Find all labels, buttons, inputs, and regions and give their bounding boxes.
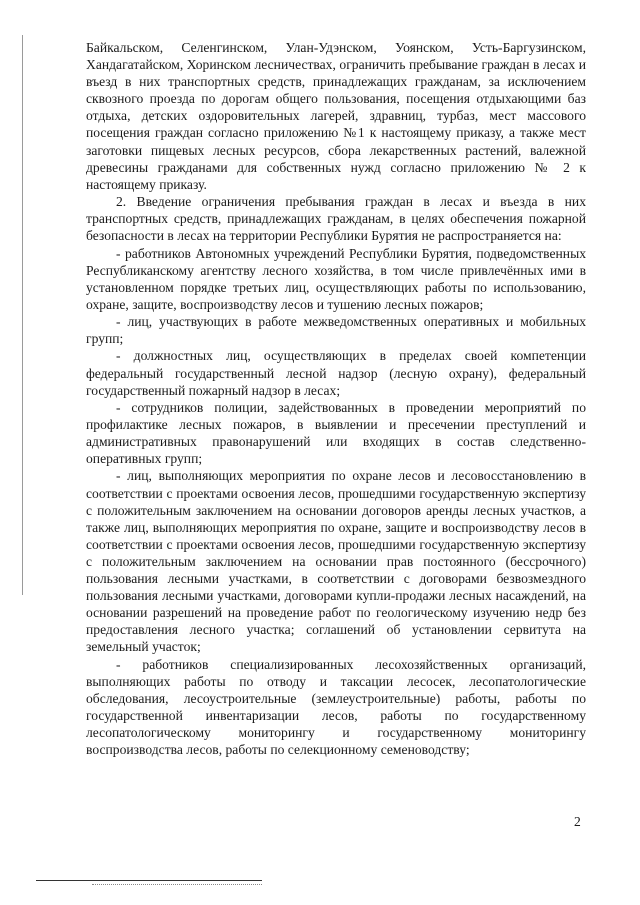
list-item-specialized-organizations: - работников специализированных лесохозяйственных организаций, выполняющих работы по отводу и таксации лесосек, лесопатологические обследования, лесоустроительные (землеустроительные) работы, работы по государственной инвентаризации лесов, работы по государственному лесопатологическому мониторингу и государственному мониторингу воспроизводства лесов, работы по селекционному семеноводству;	[86, 656, 586, 758]
list-item-forest-protection-persons: - лиц, выполняющих мероприятия по охране лесов и лесовосстановлению в соответствии с проектами освоения лесов, прошедшими государственную экспертизу с положительным заключением на основании договоров аренды лесных участков, а также лиц, выполняющих мероприятия по охране, защите и воспроизводству лесов в соответствии с проектами освоения лесов, прошедшими государственную экспертизу с положительным заключением на основании прав постоянного (бессрочного) пользования лесными участками, в соответствии с договорами безвозмездного пользования лесными участками, договорами купли-продажи лесных насаждений, на основании разрешений на проведение работ по геологическому изучению недр без предоставления лесного участка; соглашений об установлении сервитута на земельный участок;	[86, 468, 586, 655]
list-item-autonomous-institutions: - работников Автономных учреждений Республики Бурятия, подведомственных Республиканскому агентству лесного хозяйства, в том числе привлечённых ими в установленном порядке третьих лиц, осуществляющих работы по использованию, охране, защите, воспроизводству лесов и тушению лесных пожаров;	[86, 245, 586, 312]
paragraph-lesnichestva-restriction: Байкальском, Селенгинском, Улан-Удэнском, Уоянском, Усть-Баргузинском, Хандагатайском, Хоринском лесничествах, ограничить пребывание граждан в лесах и въезд в них транспортных средств, принадлежащих гражданам, за исключением сквозного проезда по дорогам общего пользования, посещения отдыхающими баз отдыха, детских оздоровительных лагерей, здравниц, турбаз, мест массового посещения граждан согласно приложению №1 к настоящему приказу, а также мест заготовки пищевых лесных ресурсов, сбора лекарственных растений, валежной древесины гражданами для собственных нужд согласно приложению № 2 к настоящему приказу.	[86, 40, 586, 192]
page-number: 2	[574, 814, 581, 829]
footer-rule	[36, 880, 262, 881]
list-item-police-officers: - сотрудников полиции, задействованных в проведении мероприятий по профилактике лесных пожаров, в выявлении и пресечении преступлений и административных правонарушений или входящих в состав следственно-оперативных групп;	[86, 399, 586, 467]
footer-dotted-rule	[92, 884, 262, 885]
list-item-supervision-officials: - должностных лиц, осуществляющих в пределах своей компетенции федеральный государственный лесной надзор (лесную охрану), федеральный государственный пожарный надзор в лесах;	[86, 348, 586, 398]
list-item-interagency-groups: - лиц, участвующих в работе межведомственных оперативных и мобильных групп;	[86, 314, 586, 347]
paragraph-item-2: 2. Введение ограничения пребывания граждан в лесах и въезда в них транспортных средств, принадлежащих гражданам, в целях обеспечения пожарной безопасности в лесах на территории Республики Бурятия не распространяется на:	[86, 194, 586, 244]
binding-margin-line	[22, 35, 23, 595]
document-body	[86, 39, 586, 758]
